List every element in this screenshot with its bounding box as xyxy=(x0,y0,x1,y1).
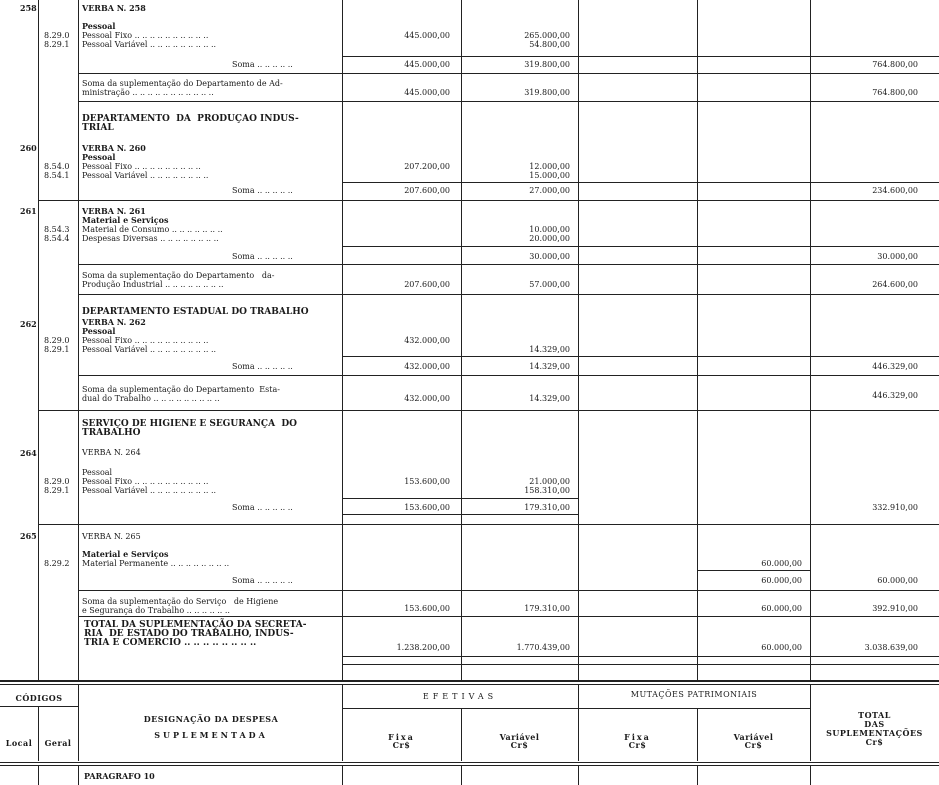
variavel-value: 14.329,00 xyxy=(529,345,570,354)
header-cr: Cr$ xyxy=(510,740,529,750)
column-rule xyxy=(461,0,462,680)
column-rule xyxy=(342,766,343,785)
fixa-total: 207.600,00 xyxy=(404,186,450,195)
row-total: 446.329,00 xyxy=(872,391,918,400)
verba-code: 261 xyxy=(20,206,37,216)
header-fixa: Fixa xyxy=(388,732,415,742)
variavel-value: 265.000,00 xyxy=(524,31,570,40)
line-label: Pessoal Fixo .. .. .. .. .. .. .. .. .. xyxy=(82,162,201,171)
variavel-total: 14.329,00 xyxy=(529,394,570,403)
line-label: Pessoal Variável .. .. .. .. .. .. .. .. .. xyxy=(82,40,217,49)
general-code: 8.29.1 xyxy=(44,486,70,495)
variavel-total: 319.800,00 xyxy=(524,60,570,69)
group-label: Material e Serviços xyxy=(82,215,169,225)
soma-label: Soma .. .. .. .. .. xyxy=(232,576,293,585)
line-label: Material Permanente .. .. .. .. .. .. .. .. xyxy=(82,559,230,568)
line-label: Pessoal Variável .. .. .. .. .. .. .. .. xyxy=(82,171,209,180)
column-rule xyxy=(697,0,698,680)
subtotal-label: dual do Trabalho .. .. .. .. .. .. .. .. .. xyxy=(82,394,220,403)
rule xyxy=(342,514,578,515)
grand-total: 3.038.639,00 xyxy=(864,643,918,652)
general-code: 8.29.1 xyxy=(44,40,70,49)
group-label: Pessoal xyxy=(82,326,116,336)
header-total: TOTAL xyxy=(858,710,891,720)
mutacao-variavel-value: 60.000,00 xyxy=(761,559,802,568)
rule xyxy=(697,570,810,571)
rule xyxy=(342,664,939,665)
group-label: Pessoal xyxy=(82,468,113,477)
fixa-value: 432.000,00 xyxy=(404,336,450,345)
header-rule xyxy=(342,708,810,709)
soma-label: Soma .. .. .. .. .. xyxy=(232,503,293,512)
rule xyxy=(78,101,939,102)
verba-code: 264 xyxy=(20,448,37,458)
rule xyxy=(342,56,939,57)
general-code: 8.54.1 xyxy=(44,171,70,180)
header-designacao: DESIGNAÇÃO DA DESPESA xyxy=(143,714,279,724)
section-heading: SERVIÇO DE HIGIENE E SEGURANÇA DO xyxy=(82,419,297,429)
header-geral: Geral xyxy=(44,738,72,748)
verba-title: VERBA N. 261 xyxy=(82,206,146,216)
header-codigos: CÓDIGOS xyxy=(15,693,63,703)
header-cr: Cr$ xyxy=(392,740,411,750)
fixa-total: 432.000,00 xyxy=(404,362,450,371)
rule xyxy=(78,590,939,591)
mutacao-variavel-total: 60.000,00 xyxy=(761,576,802,585)
header-mutacoes: MUTAÇÕES PATRIMONIAIS xyxy=(630,690,758,699)
header-rule xyxy=(78,684,79,761)
column-rule xyxy=(78,0,79,680)
verba-title: VERBA N. 258 xyxy=(82,3,146,13)
variavel-value: 20.000,00 xyxy=(529,234,570,243)
column-rule xyxy=(461,766,462,785)
general-code: 8.29.2 xyxy=(44,559,70,568)
row-total: 392.910,00 xyxy=(872,604,918,613)
general-code: 8.54.3 xyxy=(44,225,70,234)
section-heading: DEPARTAMENTO DA PRODUÇAO INDUS- xyxy=(82,114,299,124)
column-rule xyxy=(38,0,39,680)
rule xyxy=(38,200,939,201)
verba-title: VERBA N. 260 xyxy=(82,143,146,153)
line-label: Pessoal Fixo .. .. .. .. .. .. .. .. .. .. xyxy=(82,31,209,40)
header-rule xyxy=(38,706,39,761)
column-rule xyxy=(78,766,79,785)
variavel-total: 27.000,00 xyxy=(529,186,570,195)
subtotal-label: e Segurança do Trabalho .. .. .. .. .. .. xyxy=(82,606,230,615)
group-label: Pessoal xyxy=(82,21,116,31)
general-code: 8.54.0 xyxy=(44,162,70,171)
general-code: 8.54.4 xyxy=(44,234,70,243)
row-total: 332.910,00 xyxy=(872,503,918,512)
fixa-total: 432.000,00 xyxy=(404,394,450,403)
group-label: Pessoal xyxy=(82,152,116,162)
header-rule xyxy=(0,706,78,707)
grand-total-label: RIA DE ESTADO DO TRABALHO, INDUS- xyxy=(84,629,294,639)
header-top-rule xyxy=(0,680,939,682)
soma-label: Soma .. .. .. .. .. xyxy=(232,252,293,261)
header-cr: Cr$ xyxy=(744,740,763,750)
column-rule xyxy=(697,766,698,785)
header-bottom-rule xyxy=(0,765,939,766)
rule xyxy=(342,246,939,247)
verba-code: 258 xyxy=(20,3,37,13)
fixa-value: 207.200,00 xyxy=(404,162,450,171)
soma-label: Soma .. .. .. .. .. xyxy=(232,186,293,195)
header-total: DAS xyxy=(864,719,885,729)
column-rule xyxy=(342,0,343,680)
variavel-total: 319.800,00 xyxy=(524,88,570,97)
variavel-value: 158.310,00 xyxy=(524,486,570,495)
subtotal-label: Soma da suplementação do Serviço de Higiene xyxy=(82,597,279,606)
subtotal-label: Soma da suplementação do Departamento da- xyxy=(82,271,275,280)
rule xyxy=(78,616,939,617)
mutacao-variavel-total: 60.000,00 xyxy=(761,604,802,613)
variavel-total: 179.310,00 xyxy=(524,503,570,512)
variavel-value: 54.800,00 xyxy=(529,40,570,49)
general-code: 8.29.0 xyxy=(44,336,70,345)
row-total: 60.000,00 xyxy=(877,576,918,585)
row-total: 764.800,00 xyxy=(872,88,918,97)
header-top-rule xyxy=(0,684,939,685)
rule xyxy=(38,524,939,525)
fixa-total: 207.600,00 xyxy=(404,280,450,289)
fixa-value: 445.000,00 xyxy=(404,31,450,40)
variavel-value: 12.000,00 xyxy=(529,162,570,171)
header-designacao: SUPLEMENTADA xyxy=(154,730,268,740)
variavel-value: 15.000,00 xyxy=(529,171,570,180)
line-label: Pessoal Variável .. .. .. .. .. .. .. .. .. xyxy=(82,486,217,495)
line-label: Pessoal Variável .. .. .. .. .. .. .. .. .. xyxy=(82,345,217,354)
soma-label: Soma .. .. .. .. .. xyxy=(232,362,293,371)
grand-total-variavel: 1.770.439,00 xyxy=(516,643,570,652)
verba-code: 265 xyxy=(20,531,37,541)
column-rule xyxy=(578,766,579,785)
grand-total-label: TOTAL DA SUPLEMENTAÇÃO DA SECRETA- xyxy=(84,620,307,630)
row-total: 446.329,00 xyxy=(872,362,918,371)
line-label: Pessoal Fixo .. .. .. .. .. .. .. .. .. .. xyxy=(82,477,209,486)
row-total: 264.600,00 xyxy=(872,280,918,289)
verba-code: 262 xyxy=(20,319,37,329)
fixa-total: 445.000,00 xyxy=(404,60,450,69)
section-heading: TRABALHO xyxy=(82,428,141,438)
line-label: Despesas Diversas .. .. .. .. .. .. .. .. xyxy=(82,234,219,243)
variavel-total: 14.329,00 xyxy=(529,362,570,371)
header-cr: Cr$ xyxy=(628,740,647,750)
variavel-total: 57.000,00 xyxy=(529,280,570,289)
verba-code: 260 xyxy=(20,143,37,153)
header-variavel: Variável xyxy=(733,732,774,742)
section-heading: TRIAL xyxy=(82,123,114,133)
soma-label: Soma .. .. .. .. .. xyxy=(232,60,293,69)
general-code: 8.29.0 xyxy=(44,31,70,40)
row-total: 30.000,00 xyxy=(877,252,918,261)
header-efetivas: EFETIVAS xyxy=(422,692,498,701)
general-code: 8.29.1 xyxy=(44,345,70,354)
general-code: 8.29.0 xyxy=(44,477,70,486)
grand-total-fixa: 1.238.200,00 xyxy=(396,643,450,652)
paragraph-heading: PARAGRAFO 10 xyxy=(84,771,155,781)
rule xyxy=(342,498,578,499)
subtotal-label: Soma da suplementação do Departamento de Ad- xyxy=(82,79,283,88)
header-total: Cr$ xyxy=(865,737,884,747)
column-rule xyxy=(810,0,811,680)
fixa-total: 445.000,00 xyxy=(404,88,450,97)
rule xyxy=(78,294,939,295)
grand-total-mutacao: 60.000,00 xyxy=(761,643,802,652)
subtotal-label: Soma da suplementação do Departamento Esta- xyxy=(82,385,280,394)
variavel-value: 10.000,00 xyxy=(529,225,570,234)
rule xyxy=(78,73,939,74)
line-label: Material de Consumo .. .. .. .. .. .. .. xyxy=(82,225,223,234)
subtotal-label: ministração .. .. .. .. .. .. .. .. .. .. .. xyxy=(82,88,214,97)
rule xyxy=(342,356,939,357)
variavel-total: 30.000,00 xyxy=(529,252,570,261)
rule xyxy=(78,375,939,376)
header-fixa: Fixa xyxy=(624,732,651,742)
row-total: 234.600,00 xyxy=(872,186,918,195)
header-variavel: Variável xyxy=(499,732,540,742)
grand-total-label: TRIA E COMERCIO .. .. .. .. .. .. .. .. xyxy=(84,638,257,648)
header-local: Local xyxy=(5,738,33,748)
rule xyxy=(78,264,939,265)
verba-title: VERBA N. 264 xyxy=(82,448,141,457)
column-rule xyxy=(38,766,39,785)
column-rule xyxy=(810,766,811,785)
section-heading: DEPARTAMENTO ESTADUAL DO TRABALHO xyxy=(82,307,309,317)
verba-title: VERBA N. 265 xyxy=(82,532,141,541)
fixa-value: 153.600,00 xyxy=(404,477,450,486)
fixa-total: 153.600,00 xyxy=(404,604,450,613)
variavel-value: 21.000,00 xyxy=(529,477,570,486)
variavel-total: 179.310,00 xyxy=(524,604,570,613)
column-rule xyxy=(578,0,579,680)
header-bottom-rule xyxy=(0,762,939,763)
fixa-total: 153.600,00 xyxy=(404,503,450,512)
group-label: Material e Serviços xyxy=(82,549,169,559)
verba-title: VERBA N. 262 xyxy=(82,317,146,327)
rule xyxy=(342,182,939,183)
rule xyxy=(342,656,939,657)
row-total: 764.800,00 xyxy=(872,60,918,69)
subtotal-label: Produção Industrial .. .. .. .. .. .. .. .. xyxy=(82,280,224,289)
rule xyxy=(38,410,939,411)
header-total: SUPLEMENTAÇÕES xyxy=(826,728,923,738)
line-label: Pessoal Fixo .. .. .. .. .. .. .. .. .. .. xyxy=(82,336,209,345)
